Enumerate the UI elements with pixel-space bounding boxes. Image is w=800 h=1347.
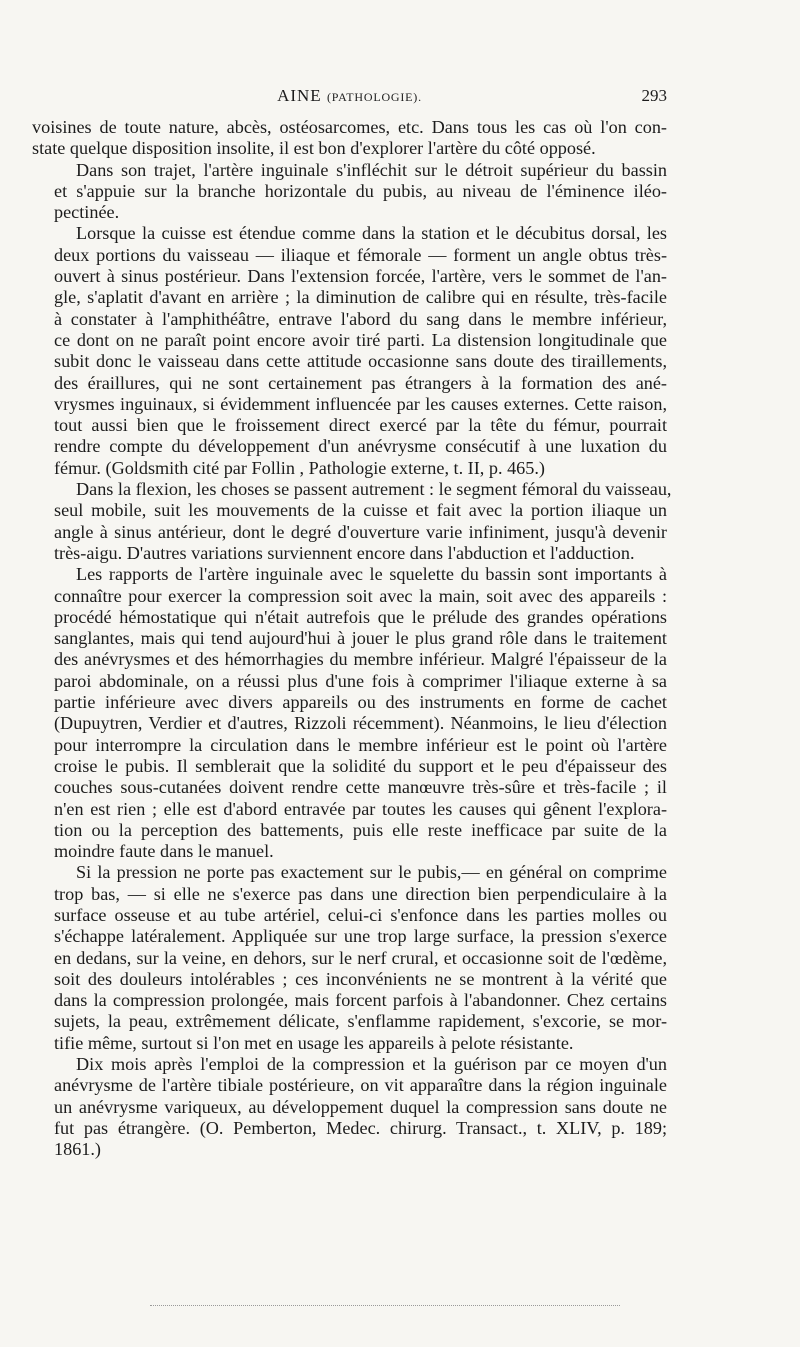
text-line: et s'appuie sur la branche horizontale du pubis, au niveau de l'éminence iléo- <box>54 180 667 201</box>
text-line: dans la compression prolongée, mais forcent parfois à l'abandonner. Chez certains <box>54 990 667 1011</box>
running-title-sub: (PATHOLOGIE). <box>326 90 422 104</box>
text-line: Dans la flexion, les choses se passent autrement : le segment fémoral du vaisseau, <box>76 479 672 500</box>
text-line: tout aussi bien que le froissement direct exercé par la tête du fémur, pourrait <box>54 415 667 436</box>
text-line: Lorsque la cuisse est étendue comme dans la station et le décubitus dorsal, les <box>76 223 667 244</box>
text-line: rendre compte du développement d'un anévrysme consécutif à une luxation du <box>54 436 667 457</box>
text-line: s'échappe latéralement. Appliquée sur une trop large surface, la pression s'exerce <box>54 926 667 947</box>
paragraph <box>32 160 667 224</box>
paragraph <box>32 564 667 862</box>
text-line: moindre faute dans le manuel. <box>54 841 274 862</box>
text-line: trop bas, — si elle ne s'exerce pas dans une direction bien perpendiculaire à la <box>54 883 667 904</box>
paragraph <box>32 117 667 160</box>
text-line: deux portions du vaisseau — iliaque et fémorale — forment un angle obtus très- <box>54 244 667 265</box>
text-line: couches sous-cutanées doivent rendre cette manœuvre très-sûre et très-facile ; il <box>54 777 667 798</box>
text-line: angle à sinus antérieur, dont le degré d'ouverture varie infiniment, jusqu'à devenir <box>54 521 667 542</box>
running-header <box>32 86 667 112</box>
text-line: Dans son trajet, l'artère inguinale s'infléchit sur le détroit supérieur du bassin <box>76 159 667 180</box>
text-line: tion ou la perception des battements, puis elle reste inefficace par suite de la <box>54 819 667 840</box>
text-line: pour interrompre la circulation dans le membre inférieur est le point où l'artère <box>54 734 667 755</box>
text-line: state quelque disposition insolite, il est bon d'explorer l'artère du côté opposé. <box>32 138 596 159</box>
text-line: (Dupuytren, Verdier et d'autres, Rizzoli récemment). Néanmoins, le lieu d'élection <box>54 713 667 734</box>
text-line: paroi abdominale, on a réussi plus d'une fois à comprimer l'iliaque externe à sa <box>54 670 667 691</box>
text-line: vrysmes inguinaux, si évidemment influencée par les causes externes. Cette raison, <box>54 393 667 414</box>
text-line: des éraillures, qui ne sont certainement pas étrangers à la formation des ané- <box>54 372 667 393</box>
text-line: surface osseuse et au tube artériel, celui-ci s'enfonce dans les parties molles ou <box>54 904 667 925</box>
text-line: 1861.) <box>54 1139 101 1160</box>
paragraph <box>32 1054 667 1160</box>
paragraph <box>32 862 667 1054</box>
text-line: croise le pubis. Il semblerait que la solidité du support et le peu d'épaisseur des <box>54 755 667 776</box>
text-line: ouvert à sinus postérieur. Dans l'extension forcée, l'artère, vers le sommet de l'an- <box>54 266 667 287</box>
running-title <box>32 86 667 106</box>
text-line: partie inférieure avec divers appareils ou des instruments en forme de cachet <box>54 692 667 713</box>
body-text <box>32 117 672 1161</box>
page-number: 293 <box>641 86 667 105</box>
text-line: sujets, la peau, extrêmement délicate, s'enflamme rapidement, s'excorie, se mor- <box>54 1011 667 1032</box>
text-line: des anévrysmes et des hémorrhagies du membre inférieur. Malgré l'épaisseur de la <box>54 649 667 670</box>
text-line: un anévrysme variqueux, au développement duquel la compression sans doute ne <box>54 1096 667 1117</box>
text-line: pectinée. <box>54 202 120 223</box>
text-line: seul mobile, suit les mouvements de la cuisse et fait avec la portion iliaque un <box>54 500 667 521</box>
text-line: soit des douleurs intolérables ; ces inconvénients ne se montrent à la vérité que <box>54 968 667 989</box>
text-line: Dix mois après l'emploi de la compression et la guérison par ce moyen d'un <box>76 1054 667 1075</box>
text-line: tifie même, surtout si l'on met en usage les appareils à pelote résistante. <box>54 1032 574 1053</box>
running-title-main: AINE <box>277 86 322 105</box>
text-line: sanglantes, mais qui tend aujourd'hui à jouer le plus grand rôle dans le traitement <box>54 628 667 649</box>
text-line: anévrysme de l'artère tibiale postérieure, on vit apparaître dans la région inguinale <box>54 1075 667 1096</box>
text-line: à constater à l'amphithéâtre, entrave l'abord du sang dans le membre inférieur, <box>54 308 667 329</box>
paragraph <box>32 479 672 564</box>
text-line: ce dont on ne paraît point encore avoir tiré parti. La distension longitudinale que <box>54 329 667 350</box>
text-line: fut pas étrangère. (O. Pemberton, Medec. chirurg. Transact., t. XLIV, p. 189; <box>54 1117 667 1138</box>
text-line: Si la pression ne porte pas exactement sur le pubis,— en général on comprime <box>76 862 667 883</box>
text-line: subit donc le vaisseau dans cette attitude occasionne sans doute des tiraillements, <box>54 351 667 372</box>
text-line: gle, s'aplatit d'avant en arrière ; la diminution de calibre qui en résulte, très-facile <box>54 287 667 308</box>
text-line: fémur. (Goldsmith cité par Follin , Pathologie externe, t. II, p. 465.) <box>54 457 545 478</box>
text-line: n'en est rien ; elle est d'abord entravée par toutes les causes qui gênent l'explora- <box>54 798 667 819</box>
footer-rule <box>150 1305 620 1308</box>
text-line: Les rapports de l'artère inguinale avec le squelette du bassin sont importants à <box>76 564 667 585</box>
text-line: voisines de toute nature, abcès, ostéosarcomes, etc. Dans tous les cas où l'on con- <box>32 117 667 137</box>
text-line: procédé hémostatique qui n'était autrefois que le prélude des grandes opérations <box>54 606 667 627</box>
text-line: très-aigu. D'autres variations surviennent encore dans l'abduction et l'adduction. <box>54 542 635 563</box>
text-line: en dedans, sur la veine, en dehors, sur le nerf crural, et occasionne soit de l'œdème, <box>54 947 667 968</box>
text-line: connaître pour exercer la compression soit avec la main, soit avec des appareils : <box>54 585 667 606</box>
paragraph <box>32 223 667 479</box>
